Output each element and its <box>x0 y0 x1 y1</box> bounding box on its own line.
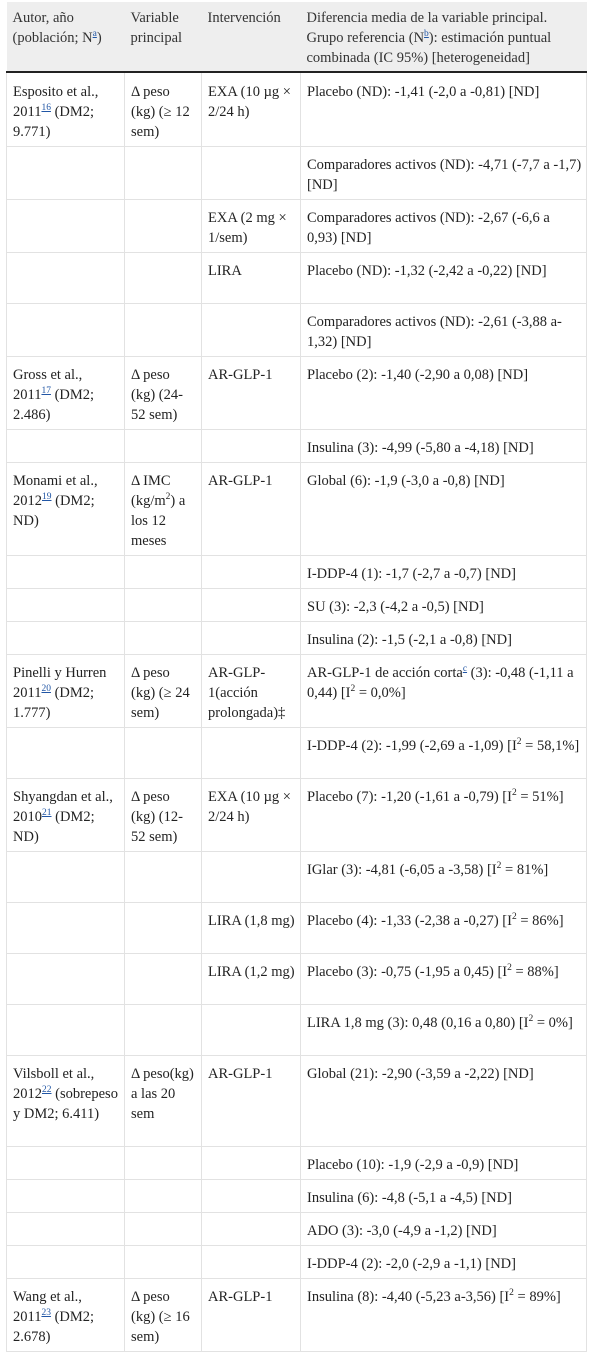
reference-link[interactable]: 19 <box>42 492 52 503</box>
cell-variable <box>125 430 202 463</box>
cell-result: Insulina (3): -4,99 (-5,80 a -4,18) [ND] <box>301 430 587 463</box>
cell-intervention <box>202 728 301 779</box>
heterogeneity-value: = 81%] <box>501 862 549 878</box>
cell-author <box>7 1213 125 1246</box>
author-name: Wang et al., 2011 <box>13 1289 82 1325</box>
cell-intervention: AR-GLP-1(acción prolongada)‡ <box>202 655 301 728</box>
cell-result: Placebo (2): -1,40 (-2,90 a 0,08) [ND] <box>301 357 587 430</box>
cell-intervention: AR-GLP-1 <box>202 1056 301 1147</box>
cell-intervention: AR-GLP-1 <box>202 357 301 430</box>
cell-result: Insulina (6): -4,8 (-5,1 a -4,5) [ND] <box>301 1180 587 1213</box>
cell-variable: Δ peso (kg) (12-52 sem) <box>125 779 202 852</box>
cell-result <box>301 903 587 954</box>
cell-variable <box>125 589 202 622</box>
table-row <box>7 852 587 903</box>
heterogeneity-value: = 0,0%] <box>355 685 406 701</box>
author-name: Gross et al., 2011 <box>13 367 83 403</box>
cell-variable <box>125 200 202 253</box>
cell-intervention <box>202 1246 301 1279</box>
cell-variable <box>125 622 202 655</box>
heterogeneity-value: = 89%] <box>513 1289 561 1305</box>
cell-result: ADO (3): -3,0 (-4,9 a -1,2) [ND] <box>301 1213 587 1246</box>
table-row <box>7 589 587 622</box>
cell-result: Comparadores activos (ND): -2,61 (-3,88 a-1,32) [ND] <box>301 304 587 357</box>
table-row <box>7 463 587 556</box>
cell-author <box>7 1005 125 1056</box>
header-intervention: Intervención <box>202 2 301 72</box>
author-population: (DM2; 1.777) <box>13 685 95 721</box>
cell-result: Global (21): -2,90 (-3,59 a -2,22) [ND] <box>301 1056 587 1147</box>
table-row <box>7 1147 587 1180</box>
cell-intervention: AR-GLP-1 <box>202 1279 301 1352</box>
cell-author <box>7 147 125 200</box>
cell-intervention <box>202 147 301 200</box>
cell-variable <box>125 304 202 357</box>
result-text: Placebo (7): -1,20 (-1,61 a -0,79) [I <box>307 789 512 805</box>
reference-link[interactable]: 21 <box>42 808 52 819</box>
cell-intervention <box>202 430 301 463</box>
variable-superscript: 2 <box>165 492 171 503</box>
cell-author <box>7 1279 125 1352</box>
footnote-link-a[interactable]: a <box>92 29 97 40</box>
author-name: Shyangdan et al., 2010 <box>13 789 113 825</box>
table-row <box>7 1005 587 1056</box>
cell-author <box>7 589 125 622</box>
cell-variable <box>125 1147 202 1180</box>
cell-result <box>301 728 587 779</box>
cell-intervention <box>202 304 301 357</box>
table-row <box>7 1180 587 1213</box>
cell-variable <box>125 1005 202 1056</box>
cell-result <box>301 852 587 903</box>
heterogeneity-superscript: 2 <box>528 1014 534 1025</box>
cell-variable <box>125 1180 202 1213</box>
author-name: Vilsboll et al., 2012 <box>13 1066 95 1102</box>
cell-author <box>7 903 125 954</box>
cell-author <box>7 954 125 1005</box>
author-population: (sobrepeso y DM2; 6.411) <box>13 1086 118 1122</box>
cell-variable <box>125 1246 202 1279</box>
cell-variable <box>125 463 202 556</box>
author-population: (DM2; 2.486) <box>13 387 95 423</box>
cell-author <box>7 1147 125 1180</box>
table-header-row <box>7 2 587 72</box>
reference-link[interactable]: 23 <box>41 1308 51 1319</box>
cell-result: Comparadores activos (ND): -4,71 (-7,7 a -1,7) [ND] <box>301 147 587 200</box>
table-row <box>7 903 587 954</box>
cell-author <box>7 622 125 655</box>
cell-author <box>7 1180 125 1213</box>
cell-variable <box>125 903 202 954</box>
cell-author <box>7 463 125 556</box>
cell-variable: Δ peso(kg) a las 20 sem <box>125 1056 202 1147</box>
cell-result <box>301 954 587 1005</box>
result-text: AR-GLP-1 de acción corta <box>307 665 463 681</box>
table-row <box>7 728 587 779</box>
cell-author <box>7 1246 125 1279</box>
table-row <box>7 253 587 304</box>
cell-variable <box>125 852 202 903</box>
table-row <box>7 200 587 253</box>
cell-intervention: LIRA <box>202 253 301 304</box>
cell-result: SU (3): -2,3 (-4,2 a -0,5) [ND] <box>301 589 587 622</box>
cell-result: I-DDP-4 (2): -2,0 (-2,9 a -1,1) [ND] <box>301 1246 587 1279</box>
cell-variable <box>125 954 202 1005</box>
cell-result <box>301 655 587 728</box>
results-table <box>6 2 587 1352</box>
table-row <box>7 430 587 463</box>
table-row <box>7 304 587 357</box>
header-author: Autor, año (población; $N^a$) <box>7 2 125 72</box>
cell-author <box>7 779 125 852</box>
cell-intervention <box>202 1005 301 1056</box>
cell-author <box>7 72 125 147</box>
cell-author <box>7 304 125 357</box>
heterogeneity-value: = 0%] <box>533 1015 573 1031</box>
cell-intervention <box>202 852 301 903</box>
cell-result <box>301 779 587 852</box>
footnote-link-c[interactable]: c <box>462 664 468 675</box>
header-difference: Diferencia media de la variable principal. Grupo referencia $(N^b)$: estimación puntual combinada (IC 95%) [heterogeneidad] <box>301 2 587 72</box>
cell-result: I-DDP-4 (1): -1,7 (-2,7 a -0,7) [ND] <box>301 556 587 589</box>
cell-intervention <box>202 622 301 655</box>
cell-variable <box>125 1213 202 1246</box>
heterogeneity-superscript: 2 <box>511 912 517 923</box>
cell-result: Placebo (ND): -1,32 (-2,42 a -0,22) [ND] <box>301 253 587 304</box>
heterogeneity-superscript: 2 <box>511 788 517 799</box>
heterogeneity-value: = 58,1%] <box>521 738 580 754</box>
table-row <box>7 622 587 655</box>
table-row <box>7 1246 587 1279</box>
table-row <box>7 72 587 147</box>
author-population: (DM2; 9.771) <box>13 104 95 140</box>
cell-intervention <box>202 589 301 622</box>
reference-link[interactable]: 16 <box>41 103 51 114</box>
cell-intervention <box>202 1180 301 1213</box>
heterogeneity-superscript: 2 <box>509 1288 514 1299</box>
cell-variable: Δ peso (kg) (24-52 sem) <box>125 357 202 430</box>
table-row <box>7 1279 587 1352</box>
table-row <box>7 655 587 728</box>
cell-intervention: AR-GLP-1 <box>202 463 301 556</box>
reference-link[interactable]: 22 <box>42 1085 52 1096</box>
cell-result: Insulina (2): -1,5 (-2,1 a -0,8) [ND] <box>301 622 587 655</box>
heterogeneity-superscript: 2 <box>516 737 522 748</box>
table-row <box>7 1213 587 1246</box>
cell-intervention <box>202 1147 301 1180</box>
heterogeneity-superscript: 2 <box>350 684 356 695</box>
cell-result: Global (6): -1,9 (-3,0 a -0,8) [ND] <box>301 463 587 556</box>
result-text: Placebo (4): -1,33 (-2,38 a -0,27) [I <box>307 913 512 929</box>
cell-author <box>7 728 125 779</box>
cell-author <box>7 357 125 430</box>
cell-author <box>7 852 125 903</box>
cell-variable <box>125 556 202 589</box>
table-row <box>7 779 587 852</box>
cell-intervention <box>202 556 301 589</box>
cell-author <box>7 556 125 589</box>
header-variable: Variable principal <box>125 2 202 72</box>
cell-variable: Δ peso (kg) (≥ 12 sem) <box>125 72 202 147</box>
variable-text: Δ IMC (kg/m <box>131 473 171 509</box>
heterogeneity-value: = 88%] <box>511 964 559 980</box>
cell-variable <box>125 253 202 304</box>
result-text: Insulina (8): -4,40 (-5,23 a-3,56) [I <box>307 1289 510 1305</box>
table-row <box>7 1056 587 1147</box>
cell-intervention: EXA (10 µg × 2/24 h) <box>202 72 301 147</box>
author-population: (DM2; ND) <box>13 809 95 845</box>
table-row <box>7 556 587 589</box>
result-text: I-DDP-4 (2): -1,99 (-2,69 a -1,09) [I <box>307 738 517 754</box>
table-row <box>7 147 587 200</box>
result-text: IGlar (3): -4,81 (-6,05 a -3,58) [I <box>307 862 497 878</box>
footnote-link-b[interactable]: b <box>424 29 429 40</box>
cell-variable: Δ peso (kg) (≥ 16 sem) <box>125 1279 202 1352</box>
cell-result: Placebo (ND): -1,41 (-2,0 a -0,81) [ND] <box>301 72 587 147</box>
cell-intervention: LIRA (1,2 mg) <box>202 954 301 1005</box>
cell-author <box>7 1056 125 1147</box>
cell-result: Placebo (10): -1,9 (-2,9 a -0,9) [ND] <box>301 1147 587 1180</box>
heterogeneity-value: = 86%] <box>516 913 564 929</box>
cell-variable: Δ peso (kg) (≥ 24 sem) <box>125 655 202 728</box>
cell-variable <box>125 147 202 200</box>
author-population: (DM2; 2.678) <box>13 1309 95 1345</box>
result-text: Placebo (3): -0,75 (-1,95 a 0,45) [I <box>307 964 508 980</box>
heterogeneity-superscript: 2 <box>507 963 512 974</box>
author-name: Esposito et al., 2011 <box>13 84 99 120</box>
cell-author <box>7 655 125 728</box>
variable-text-after: ) a los 12 meses <box>131 493 186 549</box>
author-population: (DM2; ND) <box>13 493 95 529</box>
reference-link[interactable]: 17 <box>41 386 51 397</box>
author-name: Monami et al., 2012 <box>13 473 98 509</box>
cell-author <box>7 430 125 463</box>
heterogeneity-superscript: 2 <box>496 861 502 872</box>
cell-intervention <box>202 1213 301 1246</box>
result-text-middle: (3): -0,48 (-1,11 a 0,44) [I <box>307 665 574 701</box>
cell-variable <box>125 728 202 779</box>
heterogeneity-value: = 51%] <box>516 789 564 805</box>
table-row <box>7 954 587 1005</box>
cell-intervention: EXA (2 mg × 1/sem) <box>202 200 301 253</box>
reference-link[interactable]: 20 <box>41 684 51 695</box>
author-name: Pinelli y Hurren 2011 <box>13 665 107 701</box>
cell-intervention: EXA (10 µg × 2/24 h) <box>202 779 301 852</box>
table-row <box>7 357 587 430</box>
cell-result: Comparadores activos (ND): -2,67 (-6,6 a 0,93) [ND] <box>301 200 587 253</box>
cell-result <box>301 1005 587 1056</box>
cell-author <box>7 200 125 253</box>
cell-intervention: LIRA (1,8 mg) <box>202 903 301 954</box>
result-text: LIRA 1,8 mg (3): 0,48 (0,16 a 0,80) [I <box>307 1015 529 1031</box>
cell-result <box>301 1279 587 1352</box>
cell-author <box>7 253 125 304</box>
